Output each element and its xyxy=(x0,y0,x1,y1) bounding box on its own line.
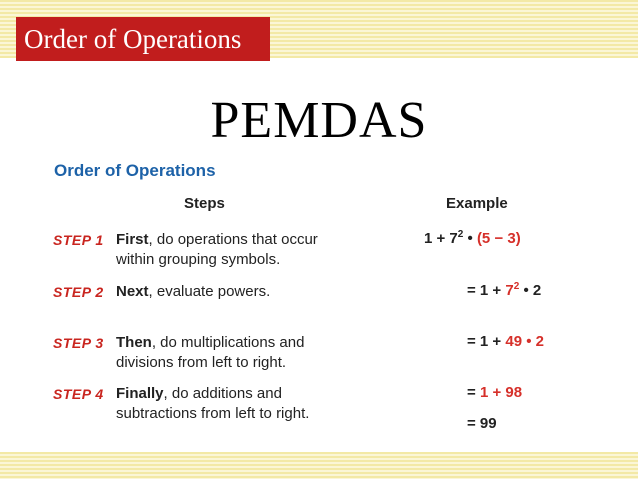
step-3-keyword: Then xyxy=(116,334,152,351)
pemdas-heading: PEMDAS xyxy=(210,92,428,149)
step-3-text xyxy=(116,333,406,373)
step-4-keyword: Finally xyxy=(116,385,164,402)
example-3-base: = 1 + xyxy=(467,333,506,350)
example-3 xyxy=(467,333,544,350)
example-1-base: 1 + 7 xyxy=(424,230,458,247)
step-2-keyword: Next xyxy=(116,283,149,300)
example-1-dot: • xyxy=(463,230,477,247)
example-2-highlight-base: 7 xyxy=(505,282,514,299)
example-2-base: = 1 + xyxy=(467,282,506,299)
example-5-result: = 99 xyxy=(467,415,497,432)
example-2-rest: • 2 xyxy=(519,282,542,299)
example-1-exponent: 2 xyxy=(457,229,464,240)
step-1-text xyxy=(116,230,406,270)
example-1 xyxy=(424,230,521,247)
step-4-label: STEP 4 xyxy=(53,386,104,402)
step-4-text xyxy=(116,384,406,424)
step-2-label: STEP 2 xyxy=(53,284,104,300)
step-1-keyword: First xyxy=(116,231,149,248)
slide-title: Order of Operations xyxy=(16,17,270,61)
example-1-highlight: (5 − 3) xyxy=(476,230,521,247)
step-1-label: STEP 1 xyxy=(53,232,104,248)
step-3-desc: , do multiplications and xyxy=(151,334,305,351)
step-4-desc: , do additions and xyxy=(163,385,282,402)
example-2-highlight xyxy=(505,282,519,299)
step-4-desc-line2: subtractions from left to right. xyxy=(116,405,310,422)
example-2-exponent: 2 xyxy=(513,281,520,292)
step-2-text xyxy=(116,282,406,302)
bottom-stripe-band xyxy=(0,452,638,479)
steps-column-header: Steps xyxy=(184,195,225,212)
step-1-desc: , do operations that occur xyxy=(148,231,318,248)
example-column-header: Example xyxy=(446,195,508,212)
step-2-desc: , evaluate powers. xyxy=(148,283,271,300)
example-4 xyxy=(467,384,522,401)
step-1-desc-line2: within grouping symbols. xyxy=(116,251,281,268)
step-3-label: STEP 3 xyxy=(53,335,104,351)
table-subtitle: Order of Operations xyxy=(54,161,216,180)
example-4-base: = xyxy=(467,384,480,401)
example-4-highlight: 1 + 98 xyxy=(479,384,523,401)
example-2 xyxy=(467,282,541,299)
example-3-highlight: 49 • 2 xyxy=(505,333,544,350)
step-3-desc-line2: divisions from left to right. xyxy=(116,354,287,371)
